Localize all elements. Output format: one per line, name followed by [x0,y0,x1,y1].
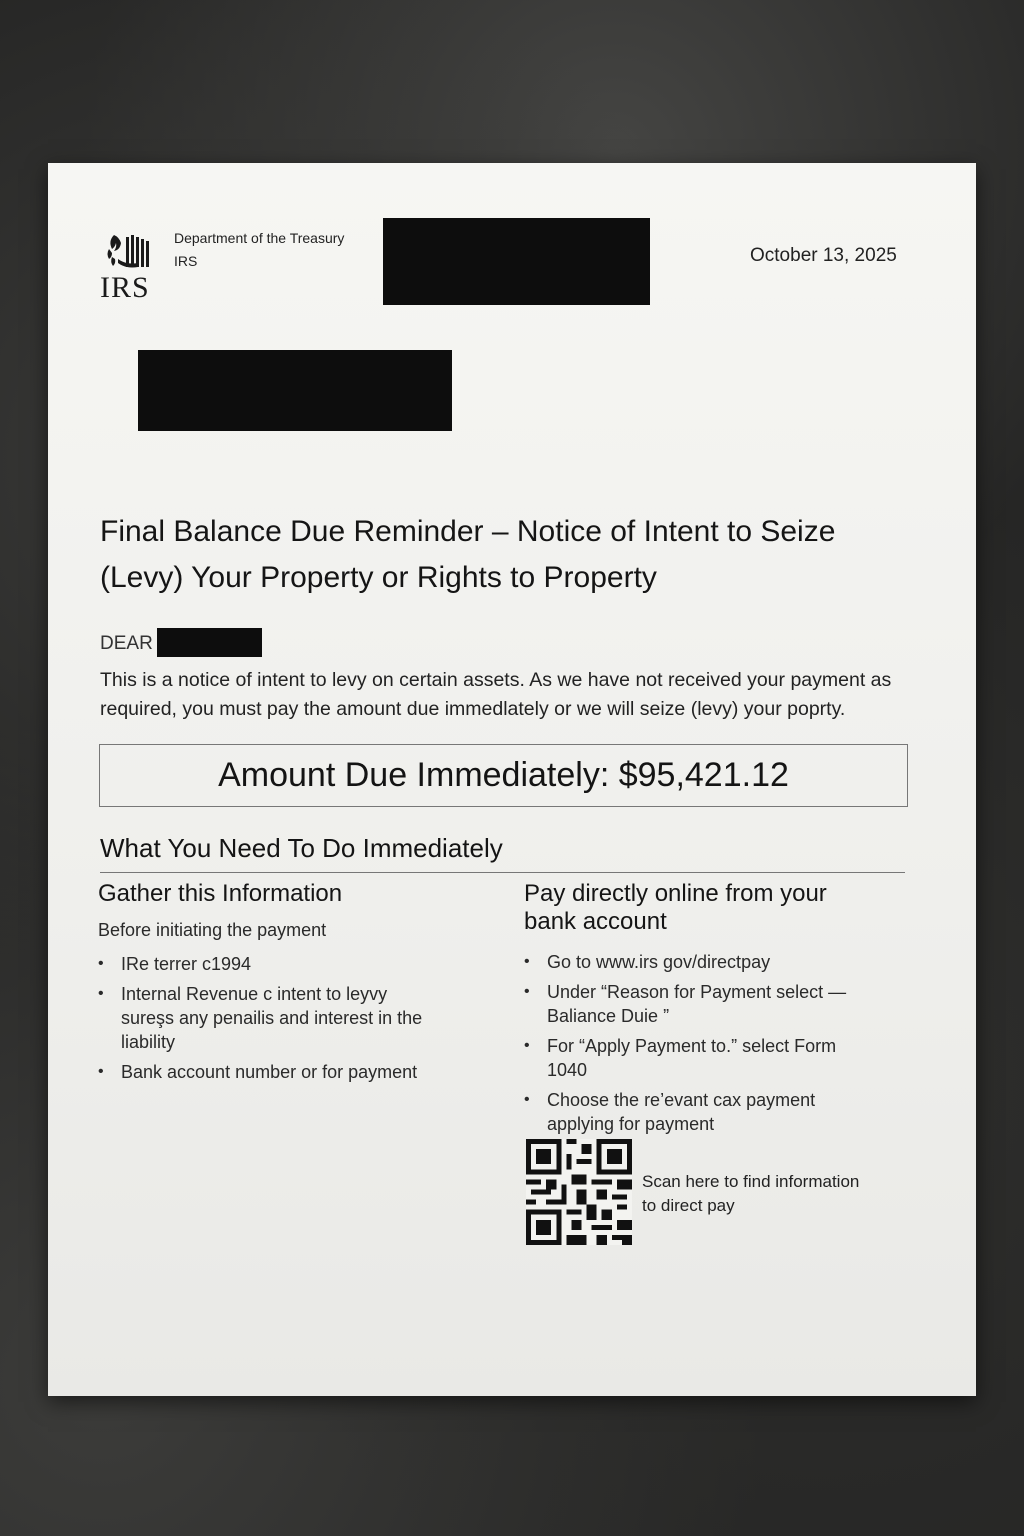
qr-caption: Scan here to find information to direct pay [642,1172,860,1215]
redaction-block [157,628,262,657]
section-heading: What You Need To Do Immediately [100,833,503,863]
notice-paper [48,163,976,1396]
pay-online-heading: Pay directly online from your bank account [524,880,827,935]
list-item: • Bank account number or for payment [98,1060,438,1084]
gather-info-column [98,880,478,1090]
list-item: • Choose the re’evant cax payment applying for payment [524,1088,864,1136]
list-item: • For “Apply Payment to.” select Form 1040 [524,1034,864,1082]
gather-info-subheading: Before initiating the payment [98,920,327,940]
agency-name: IRS [174,253,198,269]
list-item: • IRe terrer c1994 [98,952,438,976]
divider [100,872,905,873]
department-block [174,227,344,273]
department-name: Department of the Treasury [174,230,345,246]
pay-online-column [524,880,884,1142]
notice-title: Final Balance Due Reminder – Notice of Intent to Seize (Levy) Your Property or Rights to Property [100,515,836,594]
notice-date: October 13, 2025 [750,245,897,266]
list-item: • Go to www.irs gov/directpay [524,950,864,974]
list-item: • Under “Reason for Payment select —Baliance Duie ” [524,980,864,1028]
gather-info-list [98,952,438,1084]
notice-body: This is a notice of intent to levy on certain assets. As we have not received your payment as required, you must pay the amount due immedlately or we will seize (levy) your poprty. [100,669,892,720]
qr-code-icon[interactable] [526,1139,632,1245]
pay-online-list [524,950,864,1136]
amount-due-box [99,744,908,807]
redaction-block [383,218,650,305]
salutation: DEAR [100,633,153,654]
amount-due: Amount Due Immediately: $95,421.12 [218,756,789,794]
redaction-block [138,350,452,431]
list-item: • Internal Revenue c intent to leyvy sureşs any penailis and interest in the liability [98,982,438,1054]
gather-info-heading: Gather this Information [98,880,343,907]
irs-logo-text: IRS [100,271,150,304]
